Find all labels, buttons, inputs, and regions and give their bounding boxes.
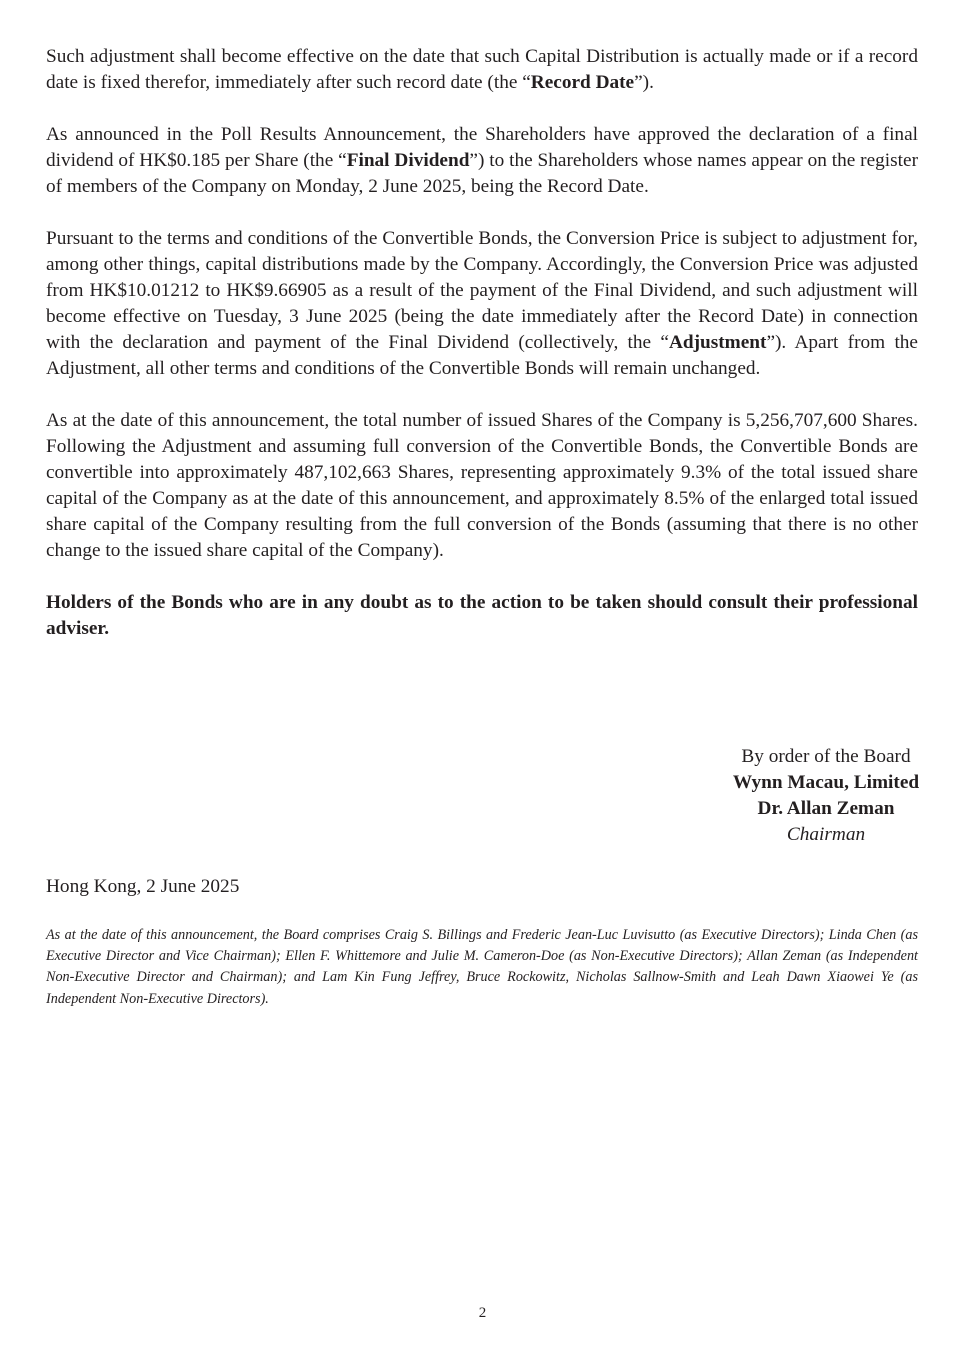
announcement-page [46,44,920,1007]
adjustment-text-post: ”). Apart from the Adjustment, all other terms and conditions of the Convertible Bonds will remain unchanged. [46,332,918,379]
signature-block [676,744,965,848]
final-dividend-text-post: ”) to the Shareholders whose names appear on the register of members of the Company on Monday, 2 June 2025, being the Record Date. [46,150,918,197]
record-date-term: Record Date [530,72,635,93]
final-dividend-text-pre: As announced in the Poll Results Announcement, the Shareholders have approved the declaration of a final dividend of HK$0.185 per Share (the “ [46,124,918,171]
record-date-text-pre: Such adjustment shall become effective on the date that such Capital Distribution is actually made or if a record date is fixed therefor, immediately after such record date (the “ [46,46,918,93]
signature-company: Wynn Macau, Limited [732,772,920,793]
signature-title: Chairman [786,824,866,845]
adjustment-term: Adjustment [668,332,767,353]
final-dividend-paragraph [46,122,918,200]
adjustment-paragraph [46,226,918,382]
adjustment-text-pre: Pursuant to the terms and conditions of the Convertible Bonds, the Conversion Price is subject to adjustment for, among other things, capital distributions made by the Company. Accordingly, the Conversion Price was adjusted from HK$10.01212 to HK$9.66905 as a result of the payment of the Final Dividend, and such adjustment will become effective on Tuesday, 3 June 2025 (being the date immediately after the Record Date) in connection with the declaration and payment of the Final Dividend (collectively, the “ [46,228,918,353]
issued-shares-paragraph: As at the date of this announcement, the total number of issued Shares of the Company is 5,256,707,600 Shares. Following the Adjustment and assuming full conversion of the Convertible Bonds, the Convertible Bonds are convertible into approximately 487,102,663 Shares, representing approximately 9.3% of the total issued share capital of the Company as at the date of this announcement, and approximately 8.5% of the enlarged total issued share capital of the Company resulting from the full conversion of the Bonds (assuming that there is no other change to the issued share capital of the Company). [46,410,918,561]
record-date-paragraph [46,44,918,96]
place-date: Hong Kong, 2 June 2025 [46,876,240,897]
holders-notice-paragraph: Holders of the Bonds who are in any doubt as to the action to be taken should consult their professional adviser. [46,592,918,639]
signature-name: Dr. Allan Zeman [757,798,895,819]
final-dividend-term: Final Dividend [346,150,470,171]
record-date-text-post: ”). [634,72,654,93]
board-composition-footnote: As at the date of this announcement, the Board comprises Craig S. Billings and Frederic Jean-Luc Luvisutto (as Executive Directors); Linda Chen (as Executive Director and Vice Chairman); Ellen F. Whittemore and Julie M. Cameron-Doe (as Non-Executive Directors); Allan Zeman (as Independent Non-Executive Director and Chairman); and Lam Kin Fung Jeffrey, Bruce Rockowitz, Nicholas Sallnow-Smith and Leah Dawn Xiaowei Ye (as Independent Non-Executive Directors). [46,927,918,1007]
signature-by-order: By order of the Board [741,746,911,767]
page-number: 2 [478,1305,487,1321]
